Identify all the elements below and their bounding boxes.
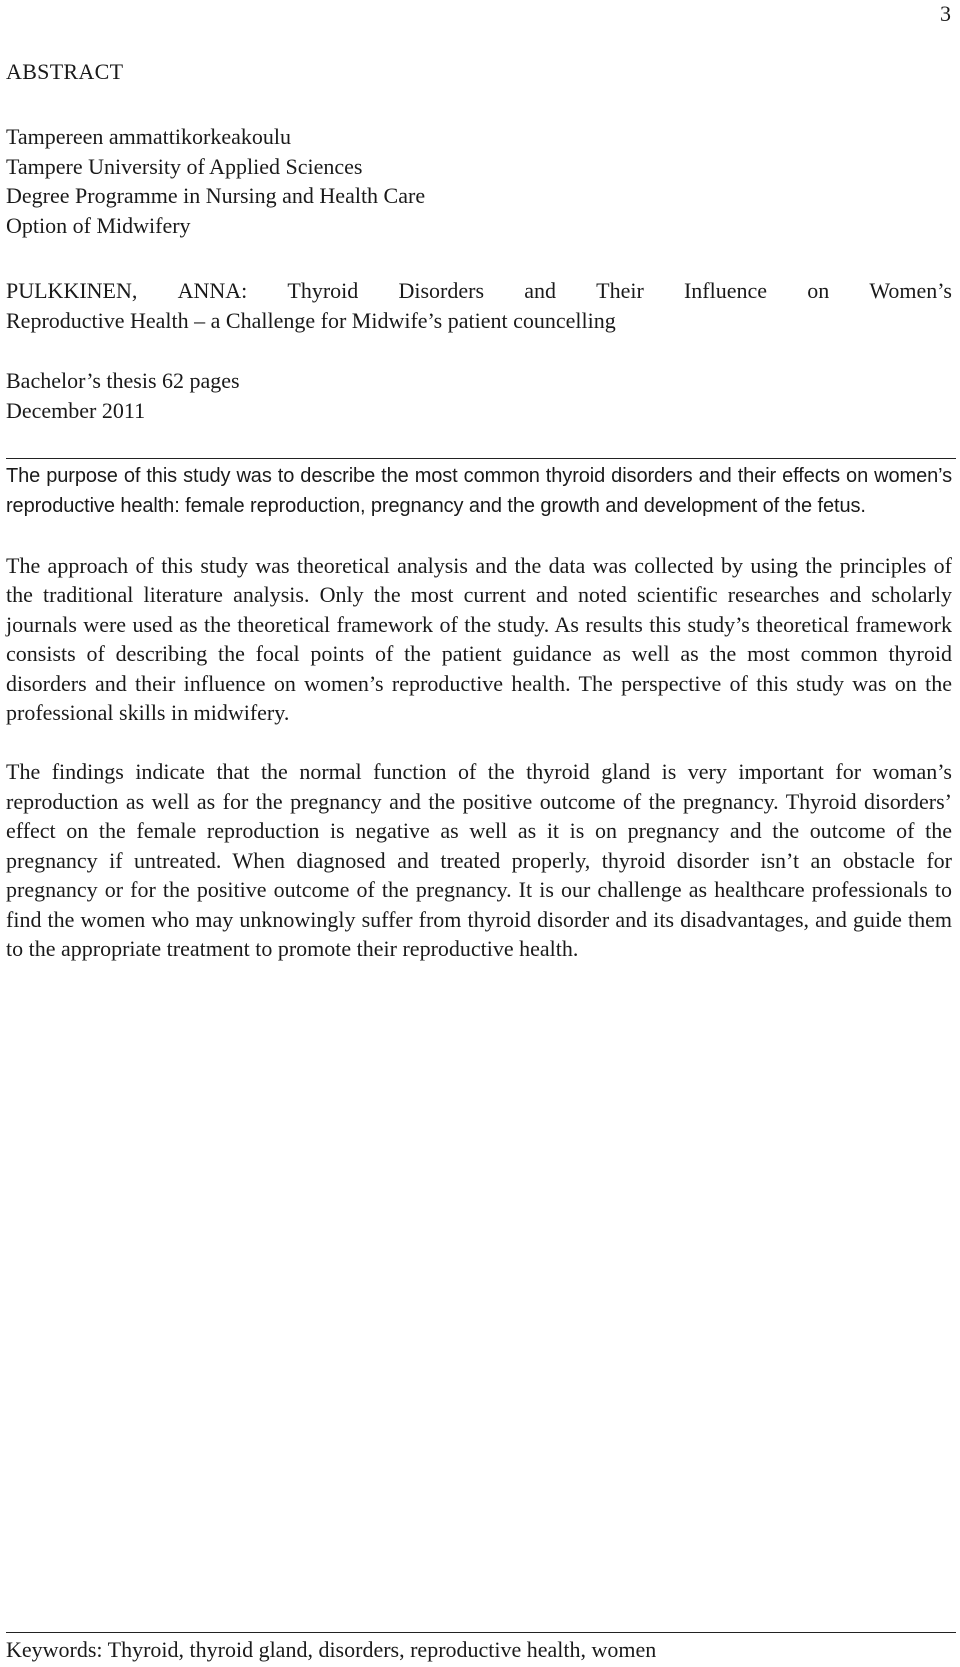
thesis-word: on xyxy=(807,278,830,303)
thesis-word: Thyroid xyxy=(287,278,359,303)
divider-bottom xyxy=(6,1632,956,1633)
thesis-word: Disorders xyxy=(398,278,485,303)
thesis-title-block xyxy=(6,276,952,335)
institution-name-finnish: Tampereen ammattikorkeakoulu xyxy=(6,124,291,149)
divider-top xyxy=(6,458,956,459)
thesis-word: and xyxy=(524,278,556,303)
page-number: 3 xyxy=(940,1,951,26)
thesis-word: PULKKINEN, xyxy=(6,278,138,303)
abstract-paragraph-approach: The approach of this study was theoretical analysis and the data was collected by using the principles of the traditional literature analysis. Only the most current and noted scientific researches and scholarly journals were used as the theoretical framework of the study. As results this study’s theoretical framework consists of describing the focal points of the patient guidance as well as the most common thyroid disorders and their influence on women’s reproductive health. The perspective of this study was on the professional skills in midwifery. xyxy=(6,552,952,725)
thesis-word: Women’s xyxy=(869,278,952,303)
programme-option: Option of Midwifery xyxy=(6,212,191,238)
thesis-word: Influence xyxy=(683,278,768,303)
thesis-word: Their xyxy=(596,278,644,303)
thesis-title-continuation: Reproductive Health – a Challenge for Midwife’s patient councelling xyxy=(6,307,616,333)
degree-programme: Degree Programme in Nursing and Health Care xyxy=(6,183,426,208)
abstract-heading: ABSTRACT xyxy=(6,59,124,84)
institution-block xyxy=(6,122,946,240)
institution-name-english: Tampere University of Applied Sciences xyxy=(6,153,363,179)
thesis-type-pages: Bachelor’s thesis 62 pages xyxy=(6,368,240,393)
thesis-word: ANNA: xyxy=(177,278,248,303)
abstract-paragraph-findings: The findings indicate that the normal function of the thyroid gland is very important for woman’s reproduction as well as for the pregnancy and the positive outcome of the pregnancy. Thyroid disorders’ effect on the female reproduction is negative as well as it is on pregnancy and the outcome of the pregnancy if untreated. When diagnosed and treated properly, thyroid disorder isn’t an obstacle for pregnancy or for the positive outcome of the pregnancy. It is our challenge as healthcare professionals to find the women who may unknowingly suffer from thyroid disorder and its disadvantages, and guide them to the appropriate treatment to promote their reproductive health. xyxy=(6,759,952,961)
thesis-author-title-line xyxy=(6,276,952,306)
thesis-meta-block xyxy=(6,366,240,425)
abstract-body xyxy=(6,462,952,993)
keywords-line: Keywords: Thyroid, thyroid gland, disorders, reproductive health, women xyxy=(6,1637,657,1662)
thesis-date: December 2011 xyxy=(6,397,146,423)
abstract-paragraph-purpose: The purpose of this study was to describe the most common thyroid disorders and their effects on women’s reproductive health: female reproduction, pregnancy and the growth and development of the fetus. xyxy=(6,465,952,517)
